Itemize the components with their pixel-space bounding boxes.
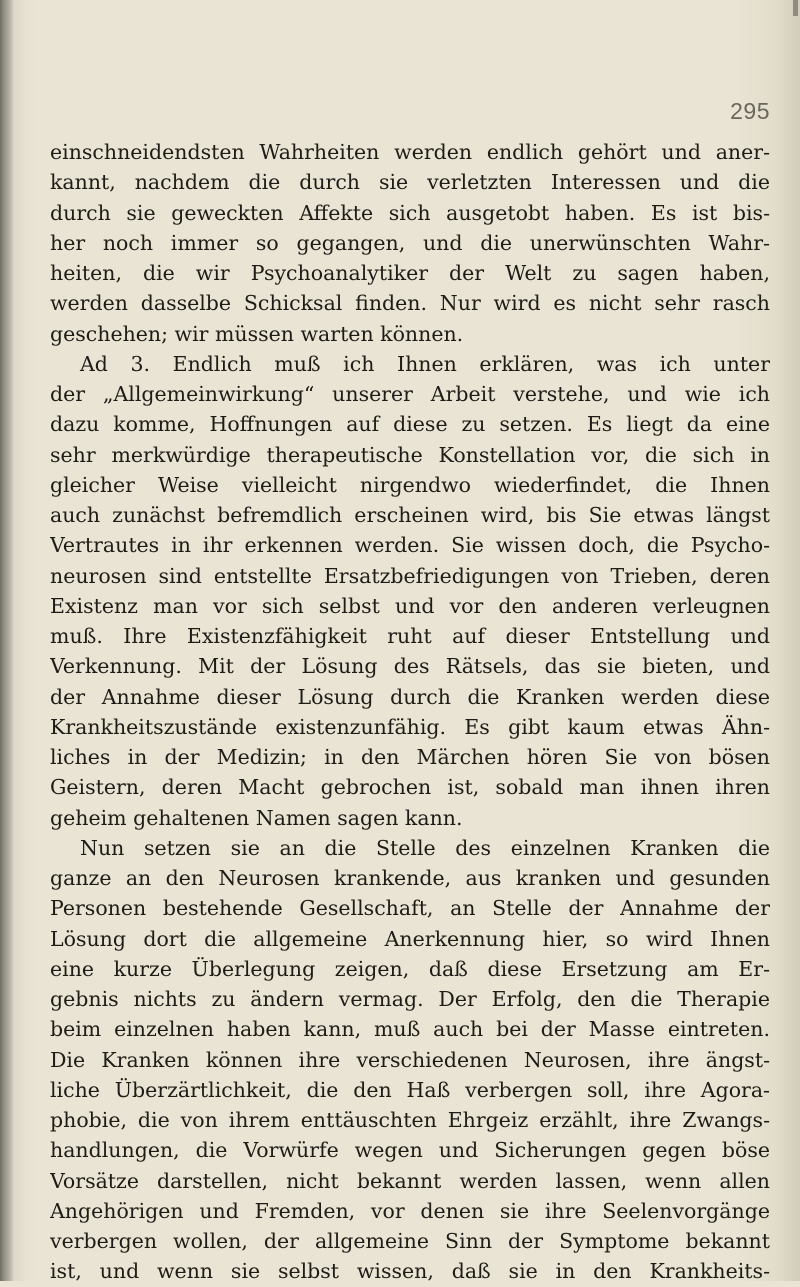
text-line: phobie, die von ihrem enttäuschten Ehrgeiz erzählt, ihre Zwangs- bbox=[50, 1108, 770, 1132]
text-line: dazu komme, Hoffnungen auf diese zu setzen. Es liegt da eine bbox=[50, 412, 770, 437]
text-line: Die Kranken können ihre verschiedenen Neurosen, ihre ängst- bbox=[50, 1047, 770, 1072]
text-line: liches in der Medizin; in den Märchen hören Sie von bösen bbox=[50, 745, 770, 769]
text-line: Vorsätze darstellen, nicht bekannt werden lassen, wenn allen bbox=[50, 1168, 770, 1193]
text-line: auch zunächst befremdlich erscheinen wird, bis Sie etwas längst bbox=[50, 503, 770, 527]
text-line: eine kurze Überlegung zeigen, daß diese Ersetzung am Er- bbox=[50, 956, 770, 981]
text-line: her noch immer so gegangen, und die unerwünschten Wahr- bbox=[50, 230, 770, 255]
text-line: gebnis nichts zu ändern vermag. Der Erfolg, den die Therapie bbox=[50, 987, 770, 1011]
text-line: kannt, nachdem die durch sie verletzten Interessen und die bbox=[50, 170, 770, 195]
page-number: 295 bbox=[730, 98, 770, 124]
text-line: sehr merkwürdige therapeutische Konstellation vor, die sich in bbox=[50, 442, 770, 467]
text-line: Nun setzen sie an die Stelle des einzelnen Kranken die bbox=[80, 835, 770, 860]
text-line: Ad 3. Endlich muß ich Ihnen erklären, was ich unter bbox=[80, 351, 770, 376]
body-text bbox=[50, 137, 770, 1287]
text-line: Geistern, deren Macht gebrochen ist, sobald man ihnen ihren bbox=[50, 775, 770, 800]
text-line: beim einzelnen haben kann, muß auch bei der Masse eintreten. bbox=[50, 1017, 770, 1042]
text-line: Krankheitszustände existenzunfähig. Es gibt kaum etwas Ähn- bbox=[50, 714, 770, 739]
binding-shadow bbox=[0, 0, 14, 1281]
text-line: liche Überzärtlichkeit, die den Haß verbergen soll, ihre Agora- bbox=[50, 1077, 770, 1102]
text-line: Existenz man vor sich selbst und vor den anderen verleugnen bbox=[50, 593, 770, 618]
text-line: Vertrautes in ihr erkennen werden. Sie wissen doch, die Psycho- bbox=[50, 533, 770, 558]
text-line: Verkennung. Mit der Lösung des Rätsels, das sie bieten, und bbox=[50, 654, 770, 679]
text-line: handlungen, die Vorwürfe wegen und Sicherungen gegen böse bbox=[50, 1138, 770, 1163]
text-line: ist, und wenn sie selbst wissen, daß sie in den Krankheits- bbox=[50, 1259, 770, 1284]
text-line: der Annahme dieser Lösung durch die Kranken werden diese bbox=[50, 684, 770, 709]
page-corner-mark bbox=[793, 0, 798, 16]
text-line: Personen bestehende Gesellschaft, an Stelle der Annahme der bbox=[50, 896, 770, 921]
text-line: verbergen wollen, der allgemeine Sinn der Symptome bekannt bbox=[50, 1229, 770, 1253]
text-line: werden dasselbe Schicksal finden. Nur wird es nicht sehr rasch bbox=[50, 291, 770, 316]
text-line: ganze an den Neurosen krankende, aus kranken und gesunden bbox=[50, 866, 770, 890]
text-line: neurosen sind entstellte Ersatzbefriedigungen von Trieben, deren bbox=[50, 563, 770, 588]
text-line: heiten, die wir Psychoanalytiker der Welt zu sagen haben, bbox=[50, 261, 770, 285]
text-line: Angehörigen und Fremden, vor denen sie ihre Seelenvorgänge bbox=[50, 1198, 770, 1223]
text-line: geschehen; wir müssen warten können. bbox=[50, 321, 464, 346]
text-line: muß. Ihre Existenzfähigkeit ruht auf dieser Entstellung und bbox=[50, 624, 770, 648]
text-line: gleicher Weise vielleicht nirgendwo wiederfindet, die Ihnen bbox=[50, 472, 770, 497]
text-line: einschneidendsten Wahrheiten werden endlich gehört und aner- bbox=[50, 140, 770, 164]
text-line: Lösung dort die allgemeine Anerkennung hier, so wird Ihnen bbox=[50, 926, 770, 951]
text-line: geheim gehaltenen Namen sagen kann. bbox=[50, 805, 463, 830]
text-line: der „Allgemeinwirkung“ unserer Arbeit verstehe, und wie ich bbox=[50, 382, 770, 406]
text-line: durch sie geweckten Affekte sich ausgetobt haben. Es ist bis- bbox=[50, 200, 770, 225]
